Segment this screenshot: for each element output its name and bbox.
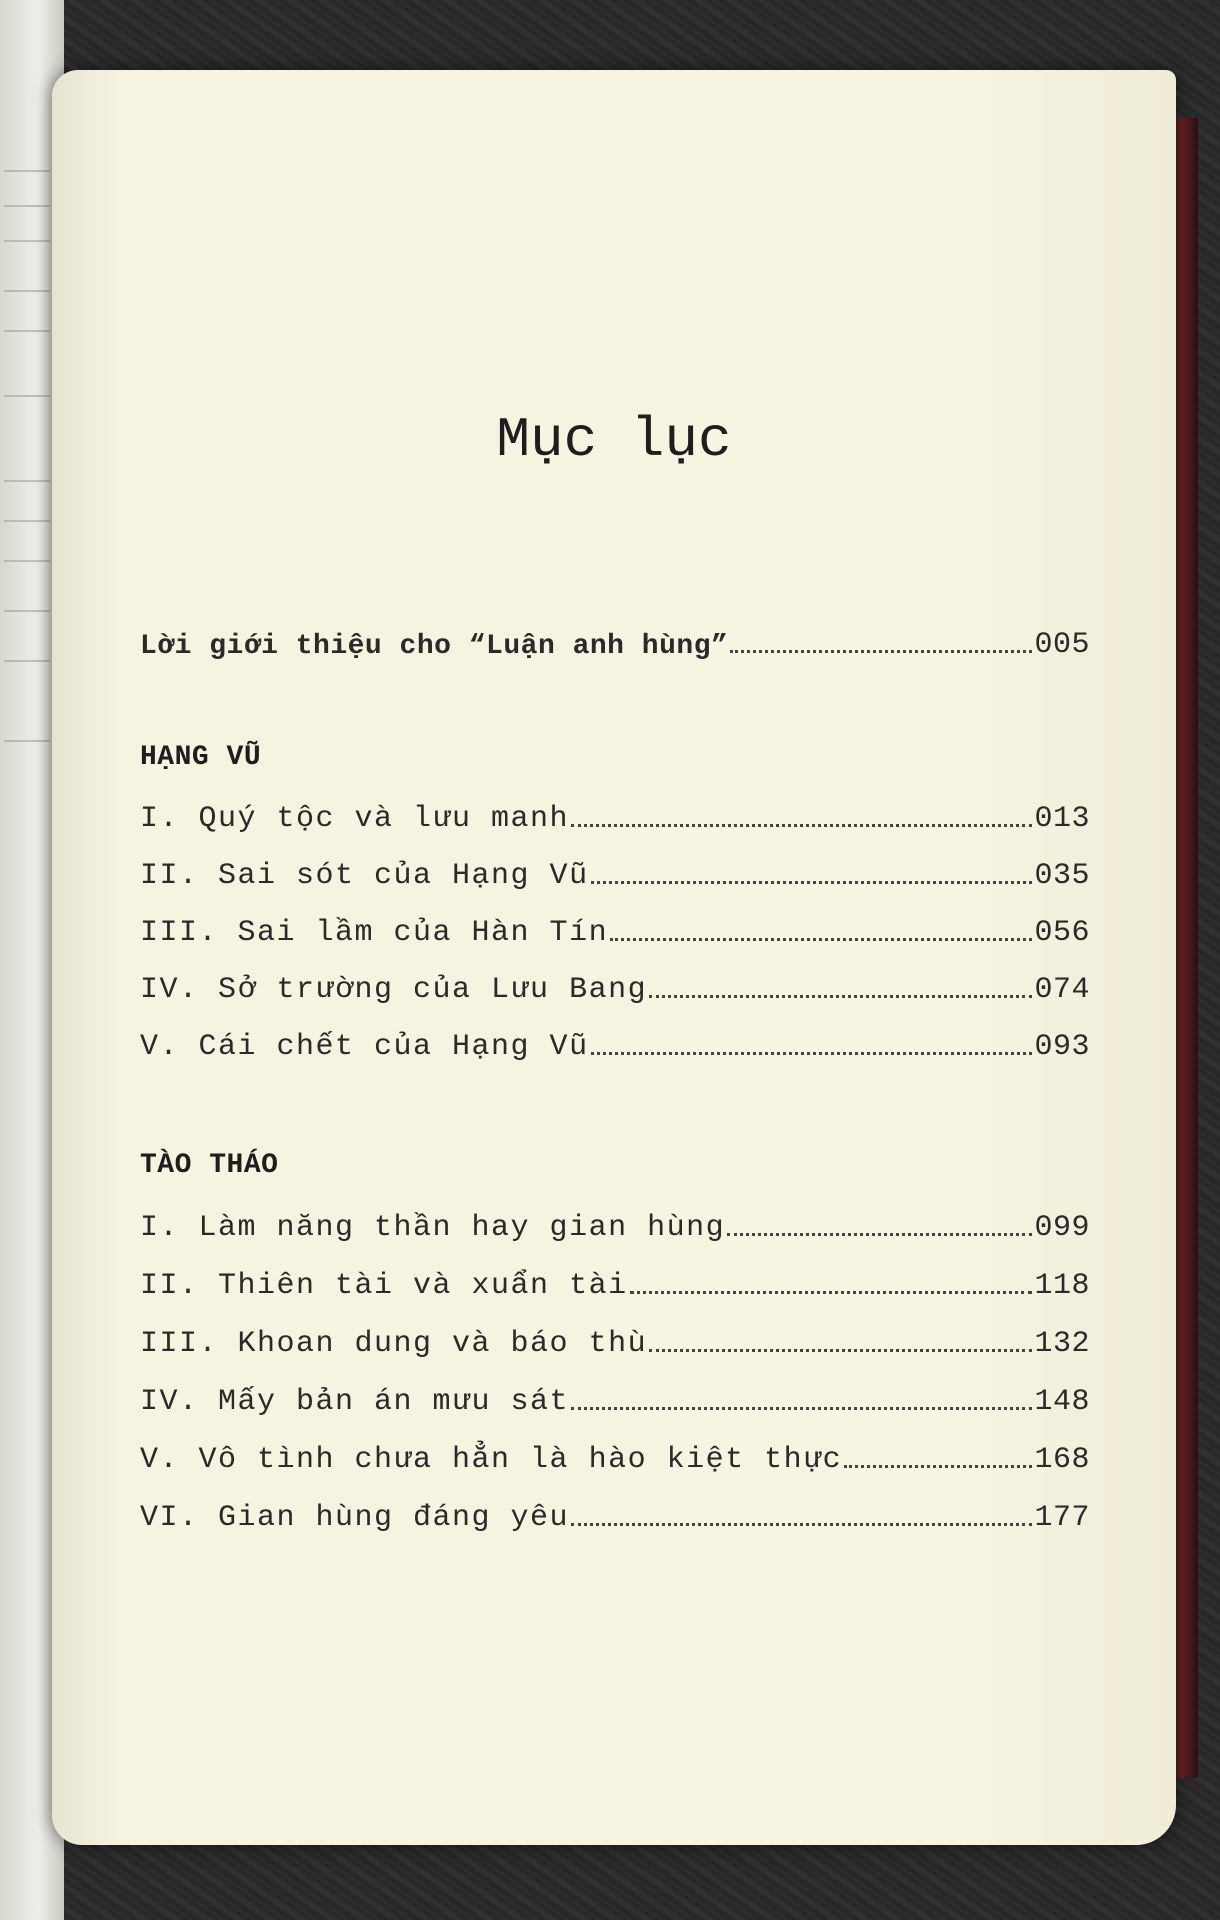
dot-leader xyxy=(727,1232,1032,1236)
toc-page xyxy=(52,70,1176,1845)
toc-entry-label: II. Sai sót của Hạng Vũ xyxy=(140,859,589,893)
toc-entry-page: 005 xyxy=(1034,628,1090,662)
dot-leader xyxy=(649,1348,1032,1352)
toc-entry xyxy=(140,1321,1090,1361)
toc-entry-page: 013 xyxy=(1034,802,1090,836)
dot-leader xyxy=(571,1406,1032,1410)
toc-entry-page: 035 xyxy=(1034,859,1090,893)
dot-leader xyxy=(591,1051,1033,1055)
toc-entry-page: 099 xyxy=(1034,1211,1090,1245)
dot-leader xyxy=(571,1522,1032,1526)
toc-entry xyxy=(140,1205,1090,1245)
dot-leader xyxy=(630,1290,1033,1294)
toc-entry-label: V. Cái chết của Hạng Vũ xyxy=(140,1030,589,1064)
toc-entry-label: I. Làm năng thần hay gian hùng xyxy=(140,1211,726,1245)
section-heading: TÀO THÁO xyxy=(140,1150,279,1181)
toc-entry xyxy=(140,910,1090,950)
toc-entry-label: IV. Sở trường của Lưu Bang xyxy=(140,973,648,1007)
dot-leader xyxy=(844,1464,1032,1468)
toc-entry-page: 168 xyxy=(1034,1443,1090,1477)
toc-entry-label: Lời giới thiệu cho “Luận anh hùng” xyxy=(140,631,729,662)
toc-entry xyxy=(140,796,1090,836)
toc-entry xyxy=(140,1263,1090,1303)
toc-entry xyxy=(140,853,1090,893)
toc-entry-page: 118 xyxy=(1034,1269,1090,1303)
toc-entry-label: IV. Mấy bản án mưu sát xyxy=(140,1385,570,1419)
dot-leader xyxy=(610,937,1032,941)
toc-entry xyxy=(140,1024,1090,1064)
section-heading: HẠNG VŨ xyxy=(140,742,262,773)
dot-leader xyxy=(730,649,1032,653)
dot-leader xyxy=(571,823,1032,827)
toc-entry-label: III. Khoan dung và báo thù xyxy=(140,1327,648,1361)
toc-entry-page: 074 xyxy=(1034,973,1090,1007)
toc-entry-page: 093 xyxy=(1034,1030,1090,1064)
toc-entry-page: 177 xyxy=(1034,1501,1090,1535)
dot-leader xyxy=(649,994,1032,998)
toc-entry-label: V. Vô tình chưa hẳn là hào kiệt thực xyxy=(140,1443,843,1477)
dot-leader xyxy=(591,880,1033,884)
page-title: Mục lục xyxy=(496,408,732,472)
toc-intro-entry xyxy=(140,622,1090,662)
toc-entry-label: III. Sai lầm của Hàn Tín xyxy=(140,916,609,950)
toc-entry-page: 056 xyxy=(1034,916,1090,950)
toc-entry xyxy=(140,1437,1090,1477)
toc-entry xyxy=(140,1379,1090,1419)
toc-entry xyxy=(140,967,1090,1007)
toc-entry-label: II. Thiên tài và xuẩn tài xyxy=(140,1269,628,1303)
toc-entry xyxy=(140,1495,1090,1535)
toc-entry-page: 132 xyxy=(1034,1327,1090,1361)
toc-entry-page: 148 xyxy=(1034,1385,1090,1419)
toc-entry-label: I. Quý tộc và lưu manh xyxy=(140,802,570,836)
toc-entry-label: VI. Gian hùng đáng yêu xyxy=(140,1501,570,1535)
